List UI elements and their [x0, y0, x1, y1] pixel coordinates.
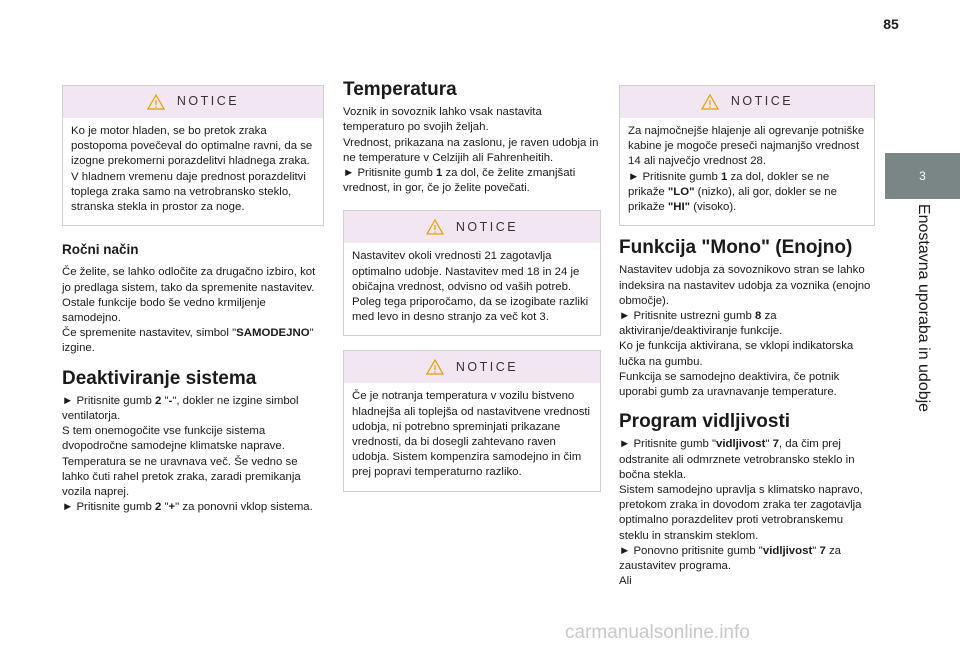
deactivate-text — [62, 394, 324, 516]
notice-box — [343, 350, 601, 491]
notice-header — [63, 86, 323, 118]
auto-symbol-label: SAMODEJNO — [236, 327, 310, 340]
visibility-text — [619, 437, 875, 589]
notice-box — [619, 85, 875, 226]
notice-text-part: (nizko), ali gor, dokler se ne prikaže — [628, 185, 837, 214]
deactivate-text-part: ", dokler ne izgine simbol ventilatorja. S tem onemogočite vse funkcije sistema dvopodročne samodejne klimatske naprave. Temperatura se ne uravnava več. Še vedno se lahko čuti rahel pretok zraka, zaradi premikanja vozila naprej. ► Pritisnite gumb — [62, 394, 301, 514]
manual-mode-body: Če želite, se lahko odločite za drugačno izbiro, kot jo predlaga sistem, tako da spremenite nastavitev. Ostale funkcije bodo še vedno krmiljenje samodejno. Če spremenite nastavitev, simbol — [62, 266, 316, 340]
notice-text-part: Za najmočnejše hlajenje ali ogrevanje potniške kabine je mogoče preseči najmanjšo vrednost 14 ali največjo vrednost 28. ► Pritisnite gumb — [628, 125, 865, 183]
button-number: 1 — [435, 167, 443, 180]
lo-label: "LO" — [667, 185, 695, 198]
notice-text — [628, 124, 866, 215]
page-number: 85 — [883, 16, 899, 32]
visibility-button-label: vidljivost — [762, 544, 813, 557]
mono-text — [619, 263, 875, 400]
temperature-heading: Temperatura — [343, 79, 457, 100]
visibility-text-part: za zaustavitev programa. Ali — [619, 544, 841, 588]
visibility-button-label: vidljivost — [715, 438, 766, 451]
notice-box — [343, 210, 601, 336]
notice-text: Ko je motor hladen, se bo pretok zraka postopoma povečeval do optimalne ravni, da se izogne prekomerni porazdelitvi hladnega zraka. V hladnem vremenu daje prednost porazdelitvi toplega zraka samo na vetrobransko steklo, stranska stekla in prostor za noge. — [71, 125, 313, 214]
watermark: carmanualsonline.info — [565, 622, 750, 643]
warning-triangle-icon — [426, 219, 444, 235]
notice-header — [344, 351, 600, 383]
hi-label: "HI" — [667, 201, 691, 214]
notice-box — [62, 85, 324, 226]
visibility-heading: Program vidljivosti — [619, 411, 791, 433]
manual-mode-text: Če želite, se lahko odločite za drugačno izbiro, kot jo predlaga sistem, tako da spremenite nastavitev. Ostale funkcije bodo še vedno krmiljenje samodejno. Če spremenite nastavitev, simbol "SAMODEJNO" izgine. — [62, 266, 316, 355]
deactivate-heading: Deaktiviranje sistema — [62, 367, 257, 389]
deactivate-text-part: " za ponovni vklop sistema. — [175, 501, 313, 514]
deactivate-text-part: " — [161, 394, 169, 407]
notice-title: NOTICE — [730, 94, 794, 109]
notice-title: NOTICE — [176, 94, 240, 109]
visibility-text-part: " — [765, 438, 773, 451]
notice-text-part: za dol, dokler se ne prikaže — [628, 170, 830, 198]
manual-mode-heading: Ročni način — [62, 242, 139, 258]
temperature-text-part: za dol, če želite zmanjšati vrednost, in gor, če jo želite povečati. — [343, 167, 576, 195]
temperature-text — [343, 105, 601, 196]
column-3 — [619, 85, 875, 589]
mono-heading: Funkcija "Mono" (Enojno) — [619, 237, 853, 259]
deactivate-text-part: ► Pritisnite gumb — [62, 394, 155, 407]
minus-symbol: - — [168, 394, 173, 407]
mono-text-part: Nastavitev udobja za sovoznikovo stran se lahko indeksira na nastavitev udobja za voznika (enojno območje). ► Pritisnite ustrezni gumb — [619, 264, 871, 323]
button-number: 7 — [772, 438, 779, 451]
chapter-tab[interactable]: 3 — [885, 153, 960, 199]
notice-header — [620, 86, 874, 118]
visibility-text-part: " — [812, 544, 820, 557]
column-1 — [62, 85, 324, 515]
notice-title: NOTICE — [455, 359, 519, 374]
chapter-label-text: Enostavna uporaba in udobje — [914, 203, 932, 412]
notice-text-part: (visoko). — [690, 201, 737, 214]
warning-triangle-icon — [147, 94, 165, 110]
button-number: 8 — [755, 310, 762, 323]
button-number: 1 — [720, 170, 728, 183]
column-2 — [343, 72, 601, 506]
visibility-text-part: ► Pritisnite gumb " — [619, 438, 716, 451]
notice-text: Nastavitev okoli vrednosti 21 zagotavlja optimalno udobje. Nastavitev med 18 in 24 je običajna vrednost, odvisno od vaših potreb. Poleg tega priporočamo, da se izogibate razliki med levo in desno stranjo za več kot 3. — [352, 250, 589, 324]
chapter-label — [885, 203, 960, 412]
notice-text: Če je notranja temperatura v vozilu bistveno hladnejša ali toplejša od nastavitvene vrednosti udobja, ni potrebno spreminjati prikazane vrednosti, da bi dosegli zahtevano raven udobja. Sistem kompenzira samodejno in čim prej popravi temperaturno razliko. — [352, 390, 591, 479]
deactivate-text-part: " — [161, 501, 169, 514]
button-number: 2 — [154, 501, 162, 514]
notice-title: NOTICE — [455, 219, 519, 234]
mono-text-part: za aktiviranje/deaktiviranje funkcije. Ko je funkcija aktivirana, se vklopi indikatorska lučka na gumbu. Funkcija se samodejno deaktivira, če potnik uporabi gumb za uravnavanje temperature. — [619, 310, 854, 399]
visibility-text-part: , da čim prej odstranite ali odmrznete vetrobransko steklo in bočna stekla. Sistem samodejno upravlja s klimatsko napravo, pretokom zraka in dovodom zraka ter zagotavlja optimalno porazdelitev proti vetrobranskemu steklu in stranskim steklom. ► Ponovno pritisnite gumb " — [619, 438, 863, 557]
temperature-text-part: Voznik in sovoznik lahko vsak nastavita temperaturo po svojih željah. Vrednost, prikazana na zaslonu, je raven udobja in ne temperature v Celzijih ali Fahrenheitih. ► Pritisnite gumb — [343, 106, 599, 180]
warning-triangle-icon — [426, 359, 444, 375]
warning-triangle-icon — [701, 94, 719, 110]
manual-mode-tail: izgine. — [62, 342, 95, 355]
plus-symbol: + — [168, 501, 176, 514]
button-number: 7 — [819, 544, 826, 557]
button-number: 2 — [154, 394, 162, 407]
notice-header — [344, 211, 600, 243]
